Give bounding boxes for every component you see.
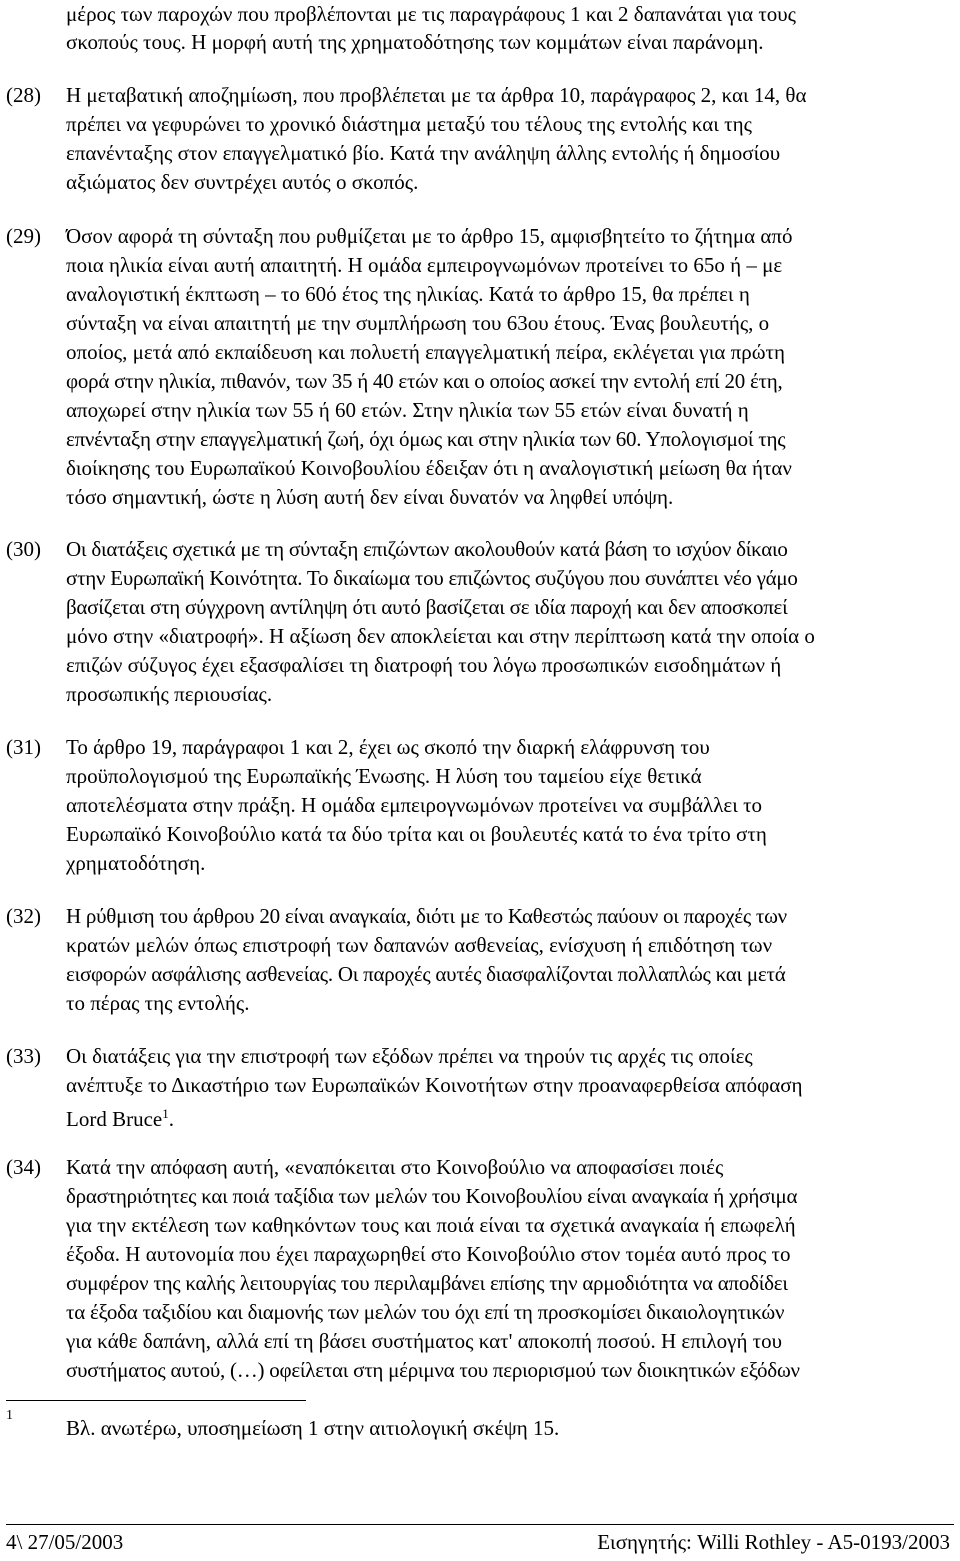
- p29-line-8: επνένταξη στην επαγγελματική ζωή, όχι όμως και στην ηλικία των 60. Υπολογισμοί της: [66, 427, 786, 451]
- footnote-reference: 1: [162, 1106, 169, 1121]
- intro-line-1: μέρος των παροχών που προβλέπονται με τις παραγράφους 1 και 2 δαπανάται για τους: [66, 2, 796, 26]
- paragraph-number-30: (30): [6, 537, 41, 561]
- p29-line-4: σύνταξη να είναι απαιτητή με την συμπλήρωση του 63ου έτους. Ένας βουλευτής, ο: [66, 311, 770, 335]
- p34-line-7: για κάθε δαπάνη, αλλά επί τη βάσει συστήματος κατ' αποκοπή ποσού. Η επιλογή του: [66, 1329, 783, 1353]
- paragraph-number-29: (29): [6, 224, 41, 248]
- p33-line-2: ανέπτυξε το Δικαστήριο των Ευρωπαϊκών Κοινοτήτων στην προαναφερθείσα απόφαση: [66, 1073, 803, 1097]
- footnote-separator: [6, 1400, 306, 1401]
- p34-line-1: Κατά την απόφαση αυτή, «εναπόκειται στο Κοινοβούλιο να αποφασίσει ποιές: [66, 1155, 724, 1179]
- p29-line-1: Όσον αφορά τη σύνταξη που ρυθμίζεται με το άρθρο 15, αμφισβητείτο το ζήτημα από: [66, 224, 793, 248]
- case-name: Lord Bruce: [66, 1107, 163, 1131]
- p29-line-5: οποίος, μετά από εκπαίδευση και πολυετή επαγγελματική πείρα, εκλέγεται για πρώτη: [66, 340, 785, 364]
- p29-line-2: ποια ηλικία είναι αυτή απαιτητή. Η ομάδα εμπειρογνωμόνων προτείνει το 65ο ή – με: [66, 253, 783, 277]
- footer-page-date: 4\ 27/05/2003: [6, 1530, 124, 1554]
- footnote-mark: 1: [6, 1408, 13, 1423]
- p29-line-6: φορά στην ηλικία, πιθανόν, των 35 ή 40 ετών και ο οποίος ασκεί την εντολή επί 20 έτη,: [66, 369, 783, 393]
- p34-line-6: τα έξοδα ταξιδίου και διαμονής των μελών του όχι επί τη προσκομίσει δικαιολογητικών: [66, 1300, 785, 1324]
- p30-line-3: βασίζεται στη σύγχρονη αντίληψη ότι αυτό βασίζεται σε ιδία παροχή και δεν αποσκοπεί: [66, 595, 788, 619]
- paragraph-number-28: (28): [6, 83, 41, 107]
- footer-separator: [6, 1524, 954, 1525]
- paragraph-number-33: (33): [6, 1044, 41, 1068]
- p28-line-4: αξιώματος δεν συντρέχει αυτός ο σκοπός.: [66, 170, 419, 194]
- p32-line-2: κρατών μελών όπως επιστροφή των δαπανών ασθενείας, ενίσχυση ή επιδότηση των: [66, 933, 773, 957]
- footnote-text: Βλ. ανωτέρω, υποσημείωση 1 στην αιτιολογική σκέψη 15.: [66, 1416, 560, 1440]
- p30-line-4: μόνο στην «διατροφή». Η αξίωση δεν αποκλείεται και στην περίπτωση κατά την οποία ο: [66, 624, 815, 648]
- footer-rapporteur: Εισηγητής: Willi Rothley - A5-0193/2003: [597, 1530, 950, 1554]
- p33-line-1: Οι διατάξεις για την επιστροφή των εξόδων πρέπει να τηρούν τις αρχές τις οποίες: [66, 1044, 753, 1068]
- intro-line-2: σκοπούς τους. Η μορφή αυτή της χρηματοδότησης των κομμάτων είναι παράνομη.: [66, 30, 764, 54]
- p28-line-2: πρέπει να γεφυρώνει το χρονικό διάστημα μεταξύ του τέλους της εντολής και της: [66, 112, 752, 136]
- p32-line-4: το πέρας της εντολής.: [66, 991, 250, 1015]
- p31-line-2: προϋπολογισμού της Ευρωπαϊκής Ένωσης. Η λύση του ταμείου είχε θετικά: [66, 764, 702, 788]
- p29-line-10: τόσο σημαντική, ώστε η λύση αυτή δεν είναι δυνατόν να ληφθεί υπόψη.: [66, 485, 674, 509]
- p34-line-3: για την εκτέλεση των καθηκόντων τους και ποιά είναι τα σχετικά αναγκαία ή επωφελή: [66, 1213, 796, 1237]
- p29-line-7: αποχωρεί στην ηλικία των 55 ή 60 ετών. Στην ηλικία των 55 ετών είναι δυνατή η: [66, 398, 749, 422]
- p29-line-3: αναλογιστική έκπτωση – το 60ό έτος της ηλικίας. Κατά το άρθρο 15, θα πρέπει η: [66, 282, 750, 306]
- paragraph-number-31: (31): [6, 735, 41, 759]
- p30-line-2: στην Ευρωπαϊκή Κοινότητα. Το δικαίωμα του επιζώντος συζύγου που συνάπτει νέο γάμο: [66, 566, 798, 590]
- p32-line-3: εισφορών ασφάλισης ασθενείας. Οι παροχές αυτές διασφαλίζονται πολλαπλώς και μετά: [66, 962, 786, 986]
- p31-line-5: χρηματοδότηση.: [66, 851, 206, 875]
- paragraph-number-34: (34): [6, 1155, 41, 1179]
- p31-line-4: Ευρωπαϊκό Κοινοβούλιο κατά τα δύο τρίτα και οι βουλευτές κατά το ένα τρίτο στη: [66, 822, 767, 846]
- p30-line-6: προσωπικής περιουσίας.: [66, 682, 273, 706]
- p31-line-1: Το άρθρο 19, παράγραφοι 1 και 2, έχει ως σκοπό την διαρκή ελάφρυνση του: [66, 735, 710, 759]
- p34-line-4: έξοδα. Η αυτονομία που έχει παραχωρηθεί στο Κοινοβούλιο στον τομέα αυτό προς το: [66, 1242, 791, 1266]
- p34-line-2: δραστηριότητες και ποιά ταξίδια των μελών του Κοινοβουλίου είναι αναγκαία ή χρήσιμα: [66, 1184, 798, 1208]
- paragraph-number-32: (32): [6, 904, 41, 928]
- p30-line-1: Οι διατάξεις σχετικά με τη σύνταξη επιζώντων ακολουθούν κατά βάση το ισχύον δίκαιο: [66, 537, 788, 561]
- p31-line-3: αποτελέσματα στην πράξη. Η ομάδα εμπειρογνωμόνων προτείνει να συμβάλλει το: [66, 793, 763, 817]
- p28-line-1: Η μεταβατική αποζημίωση, που προβλέπεται με τα άρθρα 10, παράγραφος 2, και 14, θα: [66, 83, 807, 107]
- p29-line-9: διοίκησης του Ευρωπαϊκού Κοινοβουλίου έδειξαν ότι η αναλογιστική μείωση θα ήταν: [66, 456, 792, 480]
- p34-line-5: συμφέρον της καλής λειτουργίας του περιλαμβάνει επίσης την αρμοδιότητα να αποδίδει: [66, 1271, 788, 1295]
- p34-line-8: συστήματος αυτού, (…) οφείλεται στη μέριμνα του περιορισμού των διοικητικών εξόδων: [66, 1358, 800, 1382]
- p32-line-1: Η ρύθμιση του άρθρου 20 είναι αναγκαία, διότι με το Καθεστώς παύουν οι παροχές των: [66, 904, 787, 928]
- p28-line-3: επανένταξης στον επαγγελματικό βίο. Κατά την ανάληψη άλλης εντολής ή δημοσίου: [66, 141, 781, 165]
- p33-line-3: [66, 1102, 174, 1131]
- case-period: .: [168, 1107, 174, 1131]
- p30-line-5: επιζών σύζυγος έχει εξασφαλίσει τη διατροφή του λόγω προσωπικών εισοδημάτων ή: [66, 653, 782, 677]
